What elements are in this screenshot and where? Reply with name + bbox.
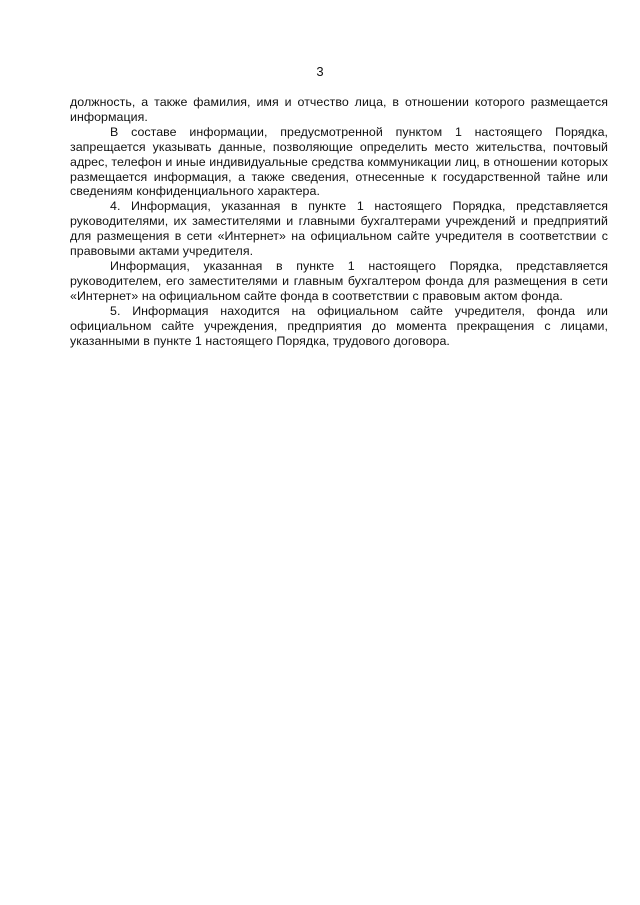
paragraph-item-5: 5. Информация находится на официальном сайте учредителя, фонда или официальном сайте учреждения, предприятия до момента прекращения с лицами, указанными в пункте 1 настоящего Порядка, трудового договора. [70, 303, 608, 348]
page-number: 3 [316, 64, 324, 79]
document-body [70, 95, 608, 348]
paragraph-item-4: 4. Информация, указанная в пункте 1 настоящего Порядка, представляется руководителями, их заместителями и главными бухгалтерами учреждений и предприятий для размещения в сети «Интернет» на официальном сайте учредителя в соответствии с правовыми актами учредителя. [70, 199, 608, 259]
paragraph-continuation: должность, а также фамилия, имя и отчество лица, в отношении которого размещается информация. [70, 95, 608, 124]
paragraph-fund-info: Информация, указанная в пункте 1 настоящего Порядка, представляется руководителем, его заместителями и главным бухгалтером фонда для размещения в сети «Интернет» на официальном сайте фонда в соответствии с правовым актом фонда. [70, 258, 608, 303]
paragraph-restrictions: В составе информации, предусмотренной пунктом 1 настоящего Порядка, запрещается указывать данные, позволяющие определить место жительства, почтовый адрес, телефон и иные индивидуальные средства коммуникации лиц, в отношении которых размещается информация, а также сведения, отнесенные к государственной тайне или сведениям конфиденциального характера. [70, 124, 608, 199]
